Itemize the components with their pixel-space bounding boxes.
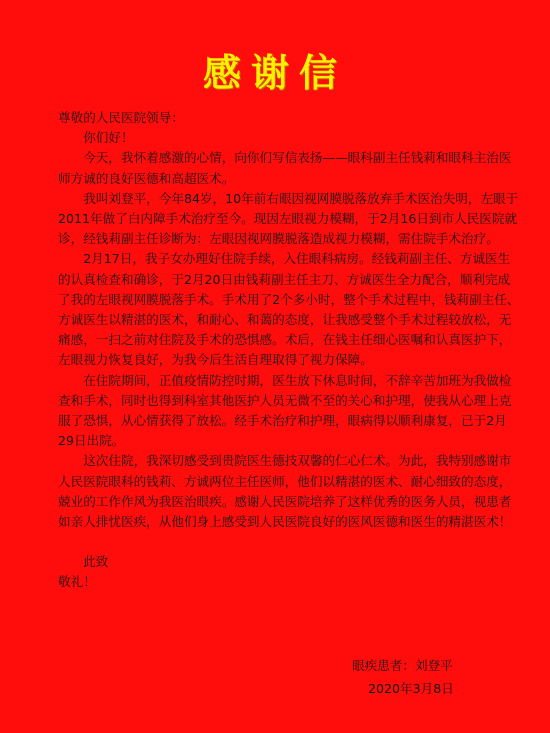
paragraph-intro: 今天，我怀着感激的心情，向你们写信表扬——眼科副主任钱莉和眼科主治医师方诚的良好医德和高超医术。	[58, 150, 512, 186]
salutation: 尊敬的人民医院领导：	[58, 110, 184, 125]
closing-line-1: 此致	[83, 554, 109, 570]
letter-title: 感谢信	[202, 50, 347, 95]
paragraph-thanks: 这次住院，我深切感受到贵院医生德技双馨的仁心仁术。为此，我特别感谢市人民医院眼科的钱莉、方诚两位主任医师，他们以精湛的医术、耐心细致的态度，兢业的工作作风为我医治眼疾。感谢人民医院培养了这样优秀的医务人员，视患者如亲人排忧医疾，从他们身上感受到人民医院良好的医风医德和医生的精湛医术！	[58, 453, 512, 530]
letter-body	[58, 108, 520, 593]
closing-line-2: 敬礼！	[58, 574, 96, 590]
letter-date: 2020年3月8日	[368, 681, 454, 696]
greeting: 你们好！	[83, 130, 134, 146]
paragraph-hospital-stay: 在住院期间，正值疫情防控时期，医生放下休息时间，不辞辛苦加班为我做检查和手术，同时也得到科室其他医护人员无微不至的关心和护理，使我从心理上克服了恐惧，从心情获得了放松。经手术治疗和护理，眼病得以顺利康复，已于2月29日出院。	[58, 372, 512, 449]
signature: 眼疾患者：刘登平	[352, 658, 453, 673]
paragraph-background: 我叫刘登平，今年84岁，10年前右眼因视网膜脱落放弃手术医治失明，左眼于2011年做了白内障手术治疗至今。现因左眼视力模糊，于2月16日到市人民医院就诊，经钱莉副主任诊断为：左眼因视网膜脱落造成视力模糊，需住院手术治疗。	[58, 190, 519, 247]
paragraph-surgery: 2月17日，我子女办理好住院手续，入住眼科病房。经钱莉副主任、方诚医生的认真检查和确诊，于2月20日由钱莉副主任主刀、方诚医生全力配合，顺利完成了我的左眼视网膜脱落手术。手术用了2个多小时，整个手术过程中，钱莉副主任、方诚医生以精湛的医术，和耐心、和蔼的态度，让我感受整个手术过程较放松，无痛感，一扫之前对住院及手术的恐惧感。术后，在钱主任细心医嘱和认真医护下，左眼视力恢复良好，为我今后生活自理取得了视力保障。	[58, 251, 520, 368]
